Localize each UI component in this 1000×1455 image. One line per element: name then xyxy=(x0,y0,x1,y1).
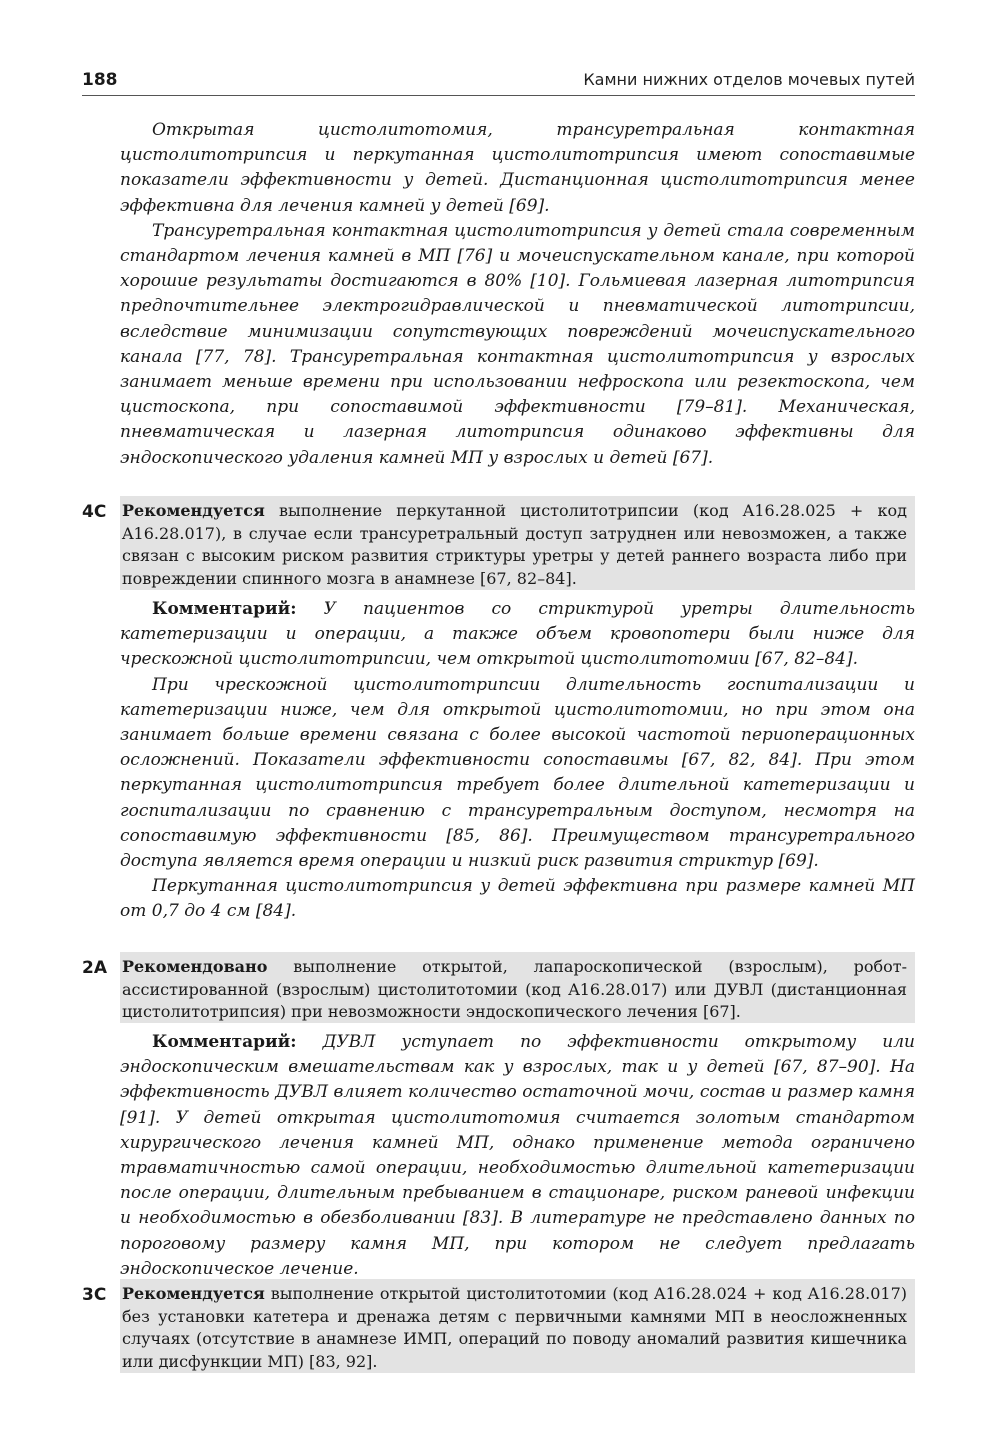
running-title: Камни нижних отделов мочевых путей xyxy=(583,70,915,89)
comment-label: Комментарий: xyxy=(152,1032,297,1052)
grade-label: 2A xyxy=(82,958,107,978)
recommendation-lead: Рекомендовано xyxy=(122,957,268,976)
intro-text xyxy=(120,118,915,471)
recommendation-body: выполнение открытой, лапароскопической (взрослым), робот-ассистированной (взрослым) цистолитотомии (код A16.28.017) или ДУВЛ (дистанционная цистолитотрипсия) при невозможности эндоскопического лечения [67]. xyxy=(122,957,907,1022)
recommendation-lead: Рекомендуется xyxy=(122,1284,265,1303)
paragraph: Открытая цистолитотомия, трансуретральная контактная цистолитотрипсия и перкутанная цистолитотрипсия имеют сопоставимые показатели эффективности у детей. Дистанционная цистолитотрипсия менее эффективна для лечения камней у детей [69]. xyxy=(120,120,915,216)
grade-label: 4C xyxy=(82,502,107,522)
recommendation-box xyxy=(120,496,915,590)
recommendation-text xyxy=(122,1283,907,1373)
comment-text: ДУВЛ уступает по эффективности открытому или эндоскопическим вмешательствам как у взрослых, так и у детей [67, 87–90]. На эффективность ДУВЛ влияет количество остаточной мочи, состав и размер камня [91]. У детей открытая цистолитотомия считается золотым стандартом хирургического лечения камней МП, однако применение метода ограничено травматичностью самой операции, необходимостью длительной катетеризации после операции, длительным пребыванием в стационаре, риском раневой инфекции и необходимостью в обезболивании [83]. В литературе не представлено данных по пороговому размеру камня МП, при котором не следует предлагать эндоскопическое лечение. xyxy=(120,1032,915,1279)
comment-paragraph xyxy=(120,597,915,673)
comment-block xyxy=(120,1030,915,1282)
comment-paragraph xyxy=(120,1030,915,1282)
page-number: 188 xyxy=(82,70,118,90)
header-rule xyxy=(82,95,915,96)
recommendation-lead: Рекомендуется xyxy=(122,501,265,520)
recommendation-box xyxy=(120,952,915,1023)
paragraph: При чрескожной цистолитотрипсии длительность госпитализации и катетеризации ниже, чем для открытой цистолитотомии, но при этом она занимает больше времени связана с более высокой частотой периоперационных осложнений. Показатели эффективности сопоставимы [67, 82, 84]. При этом перкутанная цистолитотрипсия требует более длительной катетеризации и госпитализации по сравнению с трансуретральным доступом, несмотря на сопоставимую эффективности [85, 86]. Преимуществом трансуретрального доступа является время операции и низкий риск развития стриктур [69]. xyxy=(120,674,915,872)
comment-text: У пациентов со стриктурой уретры длительность катетеризации и операции, а также объем кровопотери были ниже для чрескожной цистолитотрипсии, чем открытой цистолитотомии [67, 82–84]. xyxy=(120,599,915,670)
comment-block xyxy=(120,597,915,925)
comment-label: Комментарий: xyxy=(152,599,297,619)
recommendation-text xyxy=(122,956,907,1024)
recommendation-text xyxy=(122,500,907,590)
grade-label: 3C xyxy=(82,1285,107,1305)
paragraph: Трансуретральная контактная цистолитотрипсия у детей стала современным стандартом лечения камней в МП [76] и мочеиспускательном канале, при которой хорошие результаты достигаются в 80% [10]. Гольмиевая лазерная литотрипсия предпочтительнее электрогидравлической и пневматической литотрипсии, вследствие минимизации сопутствующих повреждений мочеиспускательного канала [77, 78]. Трансуретральная контактная цистолитотрипсия у взрослых занимает меньше времени при использовании нефроскопа или резектоскопа, чем цистоскопа, при сопоставимой эффективности [79–81]. Механическая, пневматическая и лазерная литотрипсия одинаково эффективны для эндоскопического удаления камней МП у взрослых и детей [67]. xyxy=(120,220,915,468)
recommendation-body: выполнение перкутанной цистолитотрипсии (код A16.28.025 + код A16.28.017), в случае если трансуретральный доступ затруднен или невозможен, а также связан с высоким риском развития стриктуры уретры у детей раннего возраста либо при повреждении спинного мозга в анамнезе [67, 82–84]. xyxy=(122,501,907,588)
paragraph: Перкутанная цистолитотрипсия у детей эффективна при размере камней МП от 0,7 до 4 см [84]. xyxy=(120,876,915,922)
recommendation-box xyxy=(120,1279,915,1373)
recommendation-body: выполнение открытой цистолитотомии (код A16.28.024 + код A16.28.017) без установки катетера и дренажа детям с первичными камнями МП в неосложненных случаях (отсутствие в анамнезе ИМП, операций по поводу аномалий развития кишечника или дисфункции МП) [83, 92]. xyxy=(122,1284,907,1371)
